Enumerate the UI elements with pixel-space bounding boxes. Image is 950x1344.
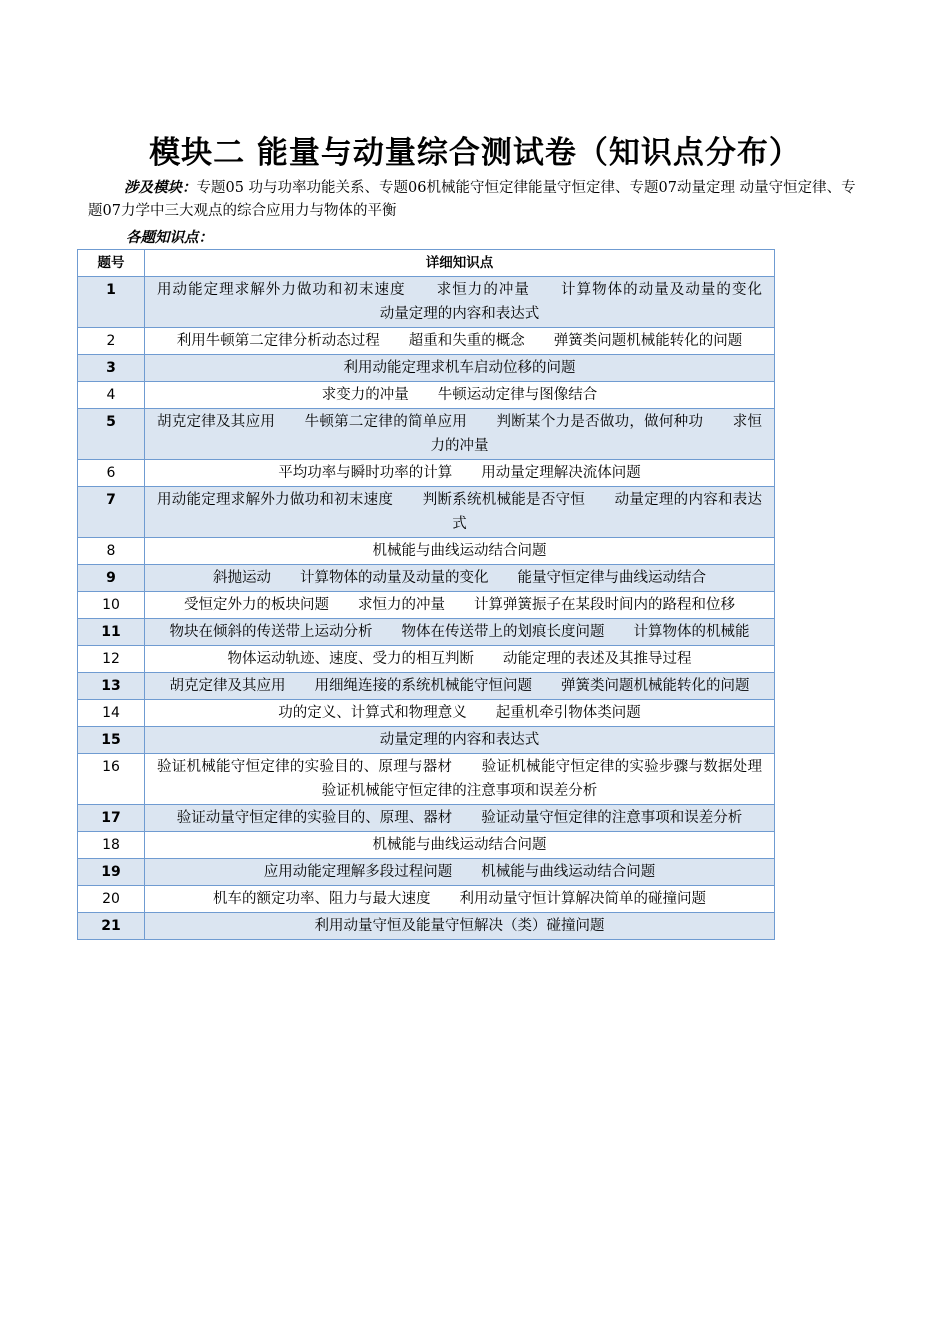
question-number: 21 [78,913,145,940]
knowledge-detail: 利用动量守恒及能量守恒解决（类）碰撞问题 [145,913,775,940]
knowledge-detail: 受恒定外力的板块问题 求恒力的冲量 计算弹簧振子在某段时间内的路程和位移 [145,592,775,619]
table-row [78,673,775,700]
table-row [78,832,775,859]
table-row [78,700,775,727]
knowledge-detail: 机械能与曲线运动结合问题 [145,832,775,859]
knowledge-detail: 胡克定律及其应用 牛顿第二定律的简单应用 判断某个力是否做功，做何种功 求恒力的冲量 [145,409,775,460]
header-question-number: 题号 [78,250,145,277]
header-detail: 详细知识点 [145,250,775,277]
modules-text: 专题05 功与功率功能关系、专题06机械能守恒定律能量守恒定律、专题07动量定理 动量守恒定律、专题07力学中三大观点的综合应用力与物体的平衡 [88,180,856,219]
question-number: 11 [78,619,145,646]
table-row [78,727,775,754]
question-number: 3 [78,355,145,382]
question-number: 20 [78,886,145,913]
question-number: 7 [78,487,145,538]
table-row [78,754,775,805]
table-row [78,355,775,382]
table-row [78,277,775,328]
knowledge-detail: 应用动能定理解多段过程问题 机械能与曲线运动结合问题 [145,859,775,886]
table-row [78,460,775,487]
knowledge-detail: 斜抛运动 计算物体的动量及动量的变化 能量守恒定律与曲线运动结合 [145,565,775,592]
knowledge-detail: 利用动能定理求机车启动位移的问题 [145,355,775,382]
question-number: 5 [78,409,145,460]
table-row [78,565,775,592]
modules-paragraph [88,176,863,223]
question-number: 6 [78,460,145,487]
page-title: 模块二 能量与动量综合测试卷（知识点分布） [149,135,801,171]
table-row [78,487,775,538]
table-row [78,886,775,913]
modules-label: 涉及模块： [124,179,197,196]
table-row [78,382,775,409]
table-row [78,538,775,565]
question-number: 18 [78,832,145,859]
question-number: 8 [78,538,145,565]
table-row [78,646,775,673]
question-number: 4 [78,382,145,409]
knowledge-detail: 验证动量守恒定律的实验目的、原理、器材 验证动量守恒定律的注意事项和误差分析 [145,805,775,832]
knowledge-detail: 动量定理的内容和表达式 [145,727,775,754]
table-row [78,619,775,646]
knowledge-detail: 平均功率与瞬时功率的计算 用动量定理解决流体问题 [145,460,775,487]
question-number: 2 [78,328,145,355]
question-number: 12 [78,646,145,673]
question-number: 9 [78,565,145,592]
knowledge-points-label: 各题知识点： [126,229,213,246]
knowledge-detail: 验证机械能守恒定律的实验目的、原理与器材 验证机械能守恒定律的实验步骤与数据处理 验证机械能守恒定律的注意事项和误差分析 [145,754,775,805]
table-row [78,859,775,886]
knowledge-detail: 机车的额定功率、阻力与最大速度 利用动量守恒计算解决简单的碰撞问题 [145,886,775,913]
question-number: 19 [78,859,145,886]
question-number: 15 [78,727,145,754]
question-number: 10 [78,592,145,619]
table-row [78,328,775,355]
knowledge-points-table [77,249,791,940]
knowledge-detail: 物块在倾斜的传送带上运动分析 物体在传送带上的划痕长度问题 计算物体的机械能 [145,619,775,646]
table-row [78,913,775,940]
knowledge-detail: 机械能与曲线运动结合问题 [145,538,775,565]
question-number: 13 [78,673,145,700]
table-body [78,277,791,940]
table-row [78,592,775,619]
knowledge-detail: 用动能定理求解外力做功和初末速度 求恒力的冲量 计算物体的动量及动量的变化 动量定理的内容和表达式 [145,277,775,328]
knowledge-detail: 物体运动轨迹、速度、受力的相互判断 动能定理的表述及其推导过程 [145,646,775,673]
question-number: 1 [78,277,145,328]
question-number: 16 [78,754,145,805]
table-row [78,409,775,460]
knowledge-detail: 胡克定律及其应用 用细绳连接的系统机械能守恒问题 弹簧类问题机械能转化的问题 [145,673,775,700]
question-number: 14 [78,700,145,727]
knowledge-detail: 利用牛顿第二定律分析动态过程 超重和失重的概念 弹簧类问题机械能转化的问题 [145,328,775,355]
knowledge-detail: 用动能定理求解外力做功和初末速度 判断系统机械能是否守恒 动量定理的内容和表达式 [145,487,775,538]
knowledge-detail: 求变力的冲量 牛顿运动定律与图像结合 [145,382,775,409]
question-number: 17 [78,805,145,832]
knowledge-detail: 功的定义、计算式和物理意义 起重机牵引物体类问题 [145,700,775,727]
table-header-row [78,250,775,277]
table-row [78,805,775,832]
